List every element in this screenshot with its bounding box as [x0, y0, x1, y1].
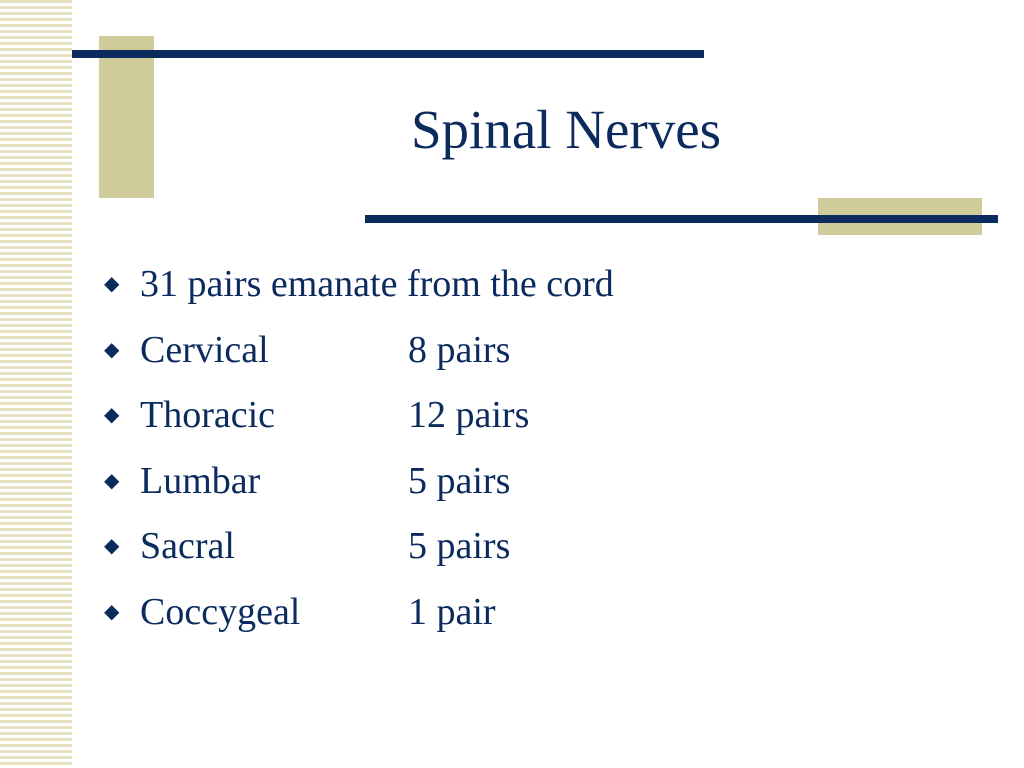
bullet-value: 1 pair: [408, 590, 496, 633]
bullet-list: [104, 256, 614, 649]
slide-title: Spinal Nerves: [410, 99, 722, 160]
bullet-term: Cervical: [140, 328, 269, 371]
bullet-term: Sacral: [140, 525, 235, 567]
bullet-term: Thoracic: [140, 394, 276, 436]
bullet-item-thoracic: [104, 387, 614, 453]
title-rule-bottom: [365, 215, 998, 223]
bullet-item-sacral: [104, 518, 614, 584]
title-rule-top: [72, 50, 704, 58]
diamond-bullet-icon: ◆: [104, 338, 120, 361]
bullet-term: Coccygeal: [140, 590, 301, 633]
bullet-value: 5 pairs: [408, 459, 511, 502]
diamond-bullet-icon: ◆: [104, 273, 120, 295]
left-stripe-decoration: [0, 0, 72, 768]
diamond-bullet-icon: ◆: [104, 404, 120, 426]
bullet-value: 12 pairs: [408, 394, 530, 436]
diamond-bullet-icon: ◆: [104, 600, 120, 623]
beige-accent-block-top: [99, 36, 154, 198]
bullet-item-lumbar: [104, 453, 614, 519]
diamond-bullet-icon: ◆: [104, 535, 120, 557]
bullet-value: 8 pairs: [408, 328, 511, 371]
bullet-text: 31 pairs emanate from the cord: [140, 263, 614, 305]
diamond-bullet-icon: ◆: [104, 469, 120, 492]
bullet-item-intro: [104, 256, 614, 322]
bullet-item-cervical: [104, 322, 614, 388]
bullet-value: 5 pairs: [408, 525, 511, 567]
bullet-item-coccygeal: [104, 584, 614, 650]
bullet-term: Lumbar: [140, 459, 261, 502]
